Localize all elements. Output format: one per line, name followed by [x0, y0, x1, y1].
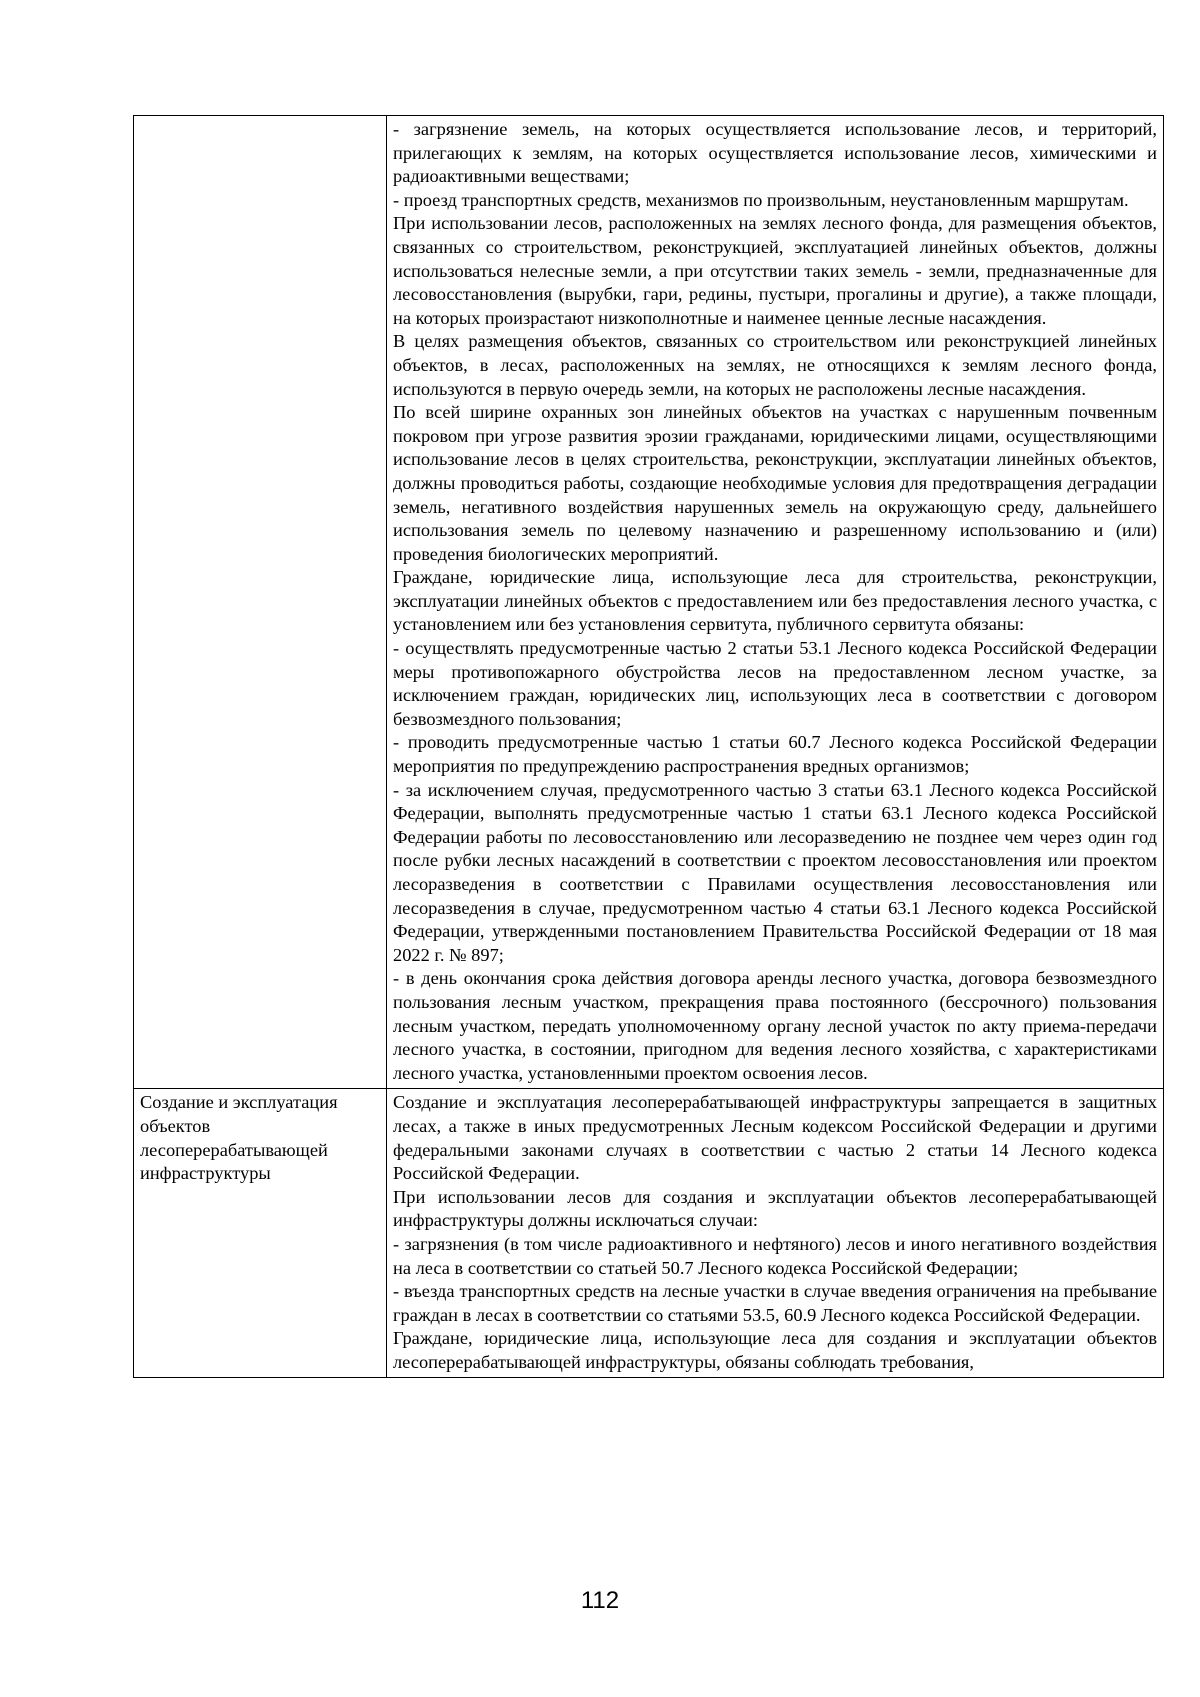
requirement-paragraph: - проводить предусмотренные частью 1 статьи 60.7 Лесного кодекса Российской Федерации мероприятия по предупреждению распространения вредных организмов; — [393, 732, 1157, 777]
requirement-paragraph: - загрязнения (в том числе радиоактивного и нефтяного) лесов и иного негативного воздействия на леса в соответствии со статьей 50.7 Лесного кодекса Российской Федерации; — [393, 1233, 1157, 1278]
requirements-cell — [387, 1089, 1164, 1378]
requirement-paragraph: - проезд транспортных средств, механизмов по произвольным, неустановленным маршрутам. — [393, 189, 1129, 210]
requirement-paragraph: - в день окончания срока действия договора аренды лесного участка, договора безвозмездного пользования лесным участком, прекращения права постоянного (бессрочного) пользования лесным участком, передать уполномоченному органу лесной участок по акту приема-передачи лесного участка, в состоянии, пригодном для ведения лесного хозяйства, с характеристиками лесного участка, установленными проектом освоения лесов. — [393, 968, 1157, 1083]
activity-type-cell — [134, 1089, 387, 1378]
regulations-table — [133, 115, 1164, 1378]
requirement-paragraph: - загрязнение земель, на которых осуществляется использование лесов, и территорий, прилегающих к землям, на которых осуществляется использование лесов, химическими и радиоактивными веществами; — [393, 119, 1157, 187]
activity-type-label: Создание и эксплуатация объектов лесоперерабатывающей инфраструктуры — [140, 1092, 338, 1184]
requirement-paragraph: Граждане, юридические лица, использующие леса для строительства, реконструкции, эксплуатации линейных объектов с предоставлением или без предоставления лесного участка, с установлением или без установления сервитута, публичного сервитута обязаны: — [393, 567, 1157, 635]
requirement-paragraph: - осуществлять предусмотренные частью 2 статьи 53.1 Лесного кодекса Российской Федерации меры противопожарного обустройства лесов на предоставленном лесном участке, за исключением граждан, юридических лиц, использующих леса в соответствии с договором безвозмездного пользования; — [393, 638, 1157, 729]
requirement-paragraph: При использовании лесов, расположенных на землях лесного фонда, для размещения объектов, связанных со строительством, реконструкцией, эксплуатацией линейных объектов, должны использоваться нелесные земли, а при отсутствии таких земель - земли, предназначенные для лесовосстановления (вырубки, гари, редины, пустыри, прогалины и другие), а также площади, на которых произрастают низкополнотные и наименее ценные лесные насаждения. — [393, 213, 1157, 328]
requirement-paragraph: Создание и эксплуатация лесоперерабатывающей инфраструктуры запрещается в защитных лесах, а также в иных предусмотренных Лесным кодексом Российской Федерации и другими федеральными законами случаях в соответствии с частью 2 статьи 14 Лесного кодекса Российской Федерации. — [393, 1092, 1157, 1184]
requirements-cell — [387, 116, 1164, 1089]
requirement-paragraph: Граждане, юридические лица, использующие леса для создания и эксплуатации объектов лесоперерабатывающей инфраструктуры, обязаны соблюдать требования, — [393, 1328, 1157, 1372]
requirement-paragraph: - въезда транспортных средств на лесные участки в случае введения ограничения на пребывание граждан в лесах в соответствии со статьями 53.5, 60.9 Лесного кодекса Российской Федерации. — [393, 1281, 1157, 1325]
activity-type-cell — [134, 116, 387, 1089]
requirement-paragraph: При использовании лесов для создания и эксплуатации объектов лесоперерабатывающей инфраструктуры должны исключаться случаи: — [393, 1186, 1157, 1231]
table-row — [134, 1089, 1164, 1378]
requirement-paragraph: - за исключением случая, предусмотренного частью 3 статьи 63.1 Лесного кодекса Российской Федерации, выполнять предусмотренные частью 1 статьи 63.1 Лесного кодекса Российской Федерации работы по лесовосстановлению или лесоразведению не позднее чем через один год после рубки лесных насаждений в соответствии с проектом лесовосстановления или проектом лесоразведения в соответствии с Правилами осуществления лесовосстановления или лесоразведения в случае, предусмотренном частью 4 статьи 63.1 Лесного кодекса Российской Федерации, утвержденными постановлением Правительства Российской Федерации от 18 мая 2022 г. № 897; — [393, 779, 1157, 965]
requirement-paragraph: По всей ширине охранных зон линейных объектов на участках с нарушенным почвенным покровом при угрозе развития эрозии гражданами, юридическими лицами, осуществляющими использование лесов в целях строительства, реконструкции, эксплуатации линейных объектов, должны проводиться работы, создающие необходимые условия для предотвращения деградации земель, негативного воздействия нарушенных земель на окружающую среду, дальнейшего использования земель по целевому назначению и разрешенному использованию и (или) проведения биологических мероприятий. — [393, 402, 1157, 564]
page-number: 112 — [580, 1587, 620, 1614]
requirement-paragraph: В целях размещения объектов, связанных со строительством или реконструкцией линейных объектов, в лесах, расположенных на землях, не относящихся к землям лесного фонда, используются в первую очередь земли, на которых не расположены лесные насаждения. — [393, 331, 1157, 399]
table-row — [134, 116, 1164, 1089]
